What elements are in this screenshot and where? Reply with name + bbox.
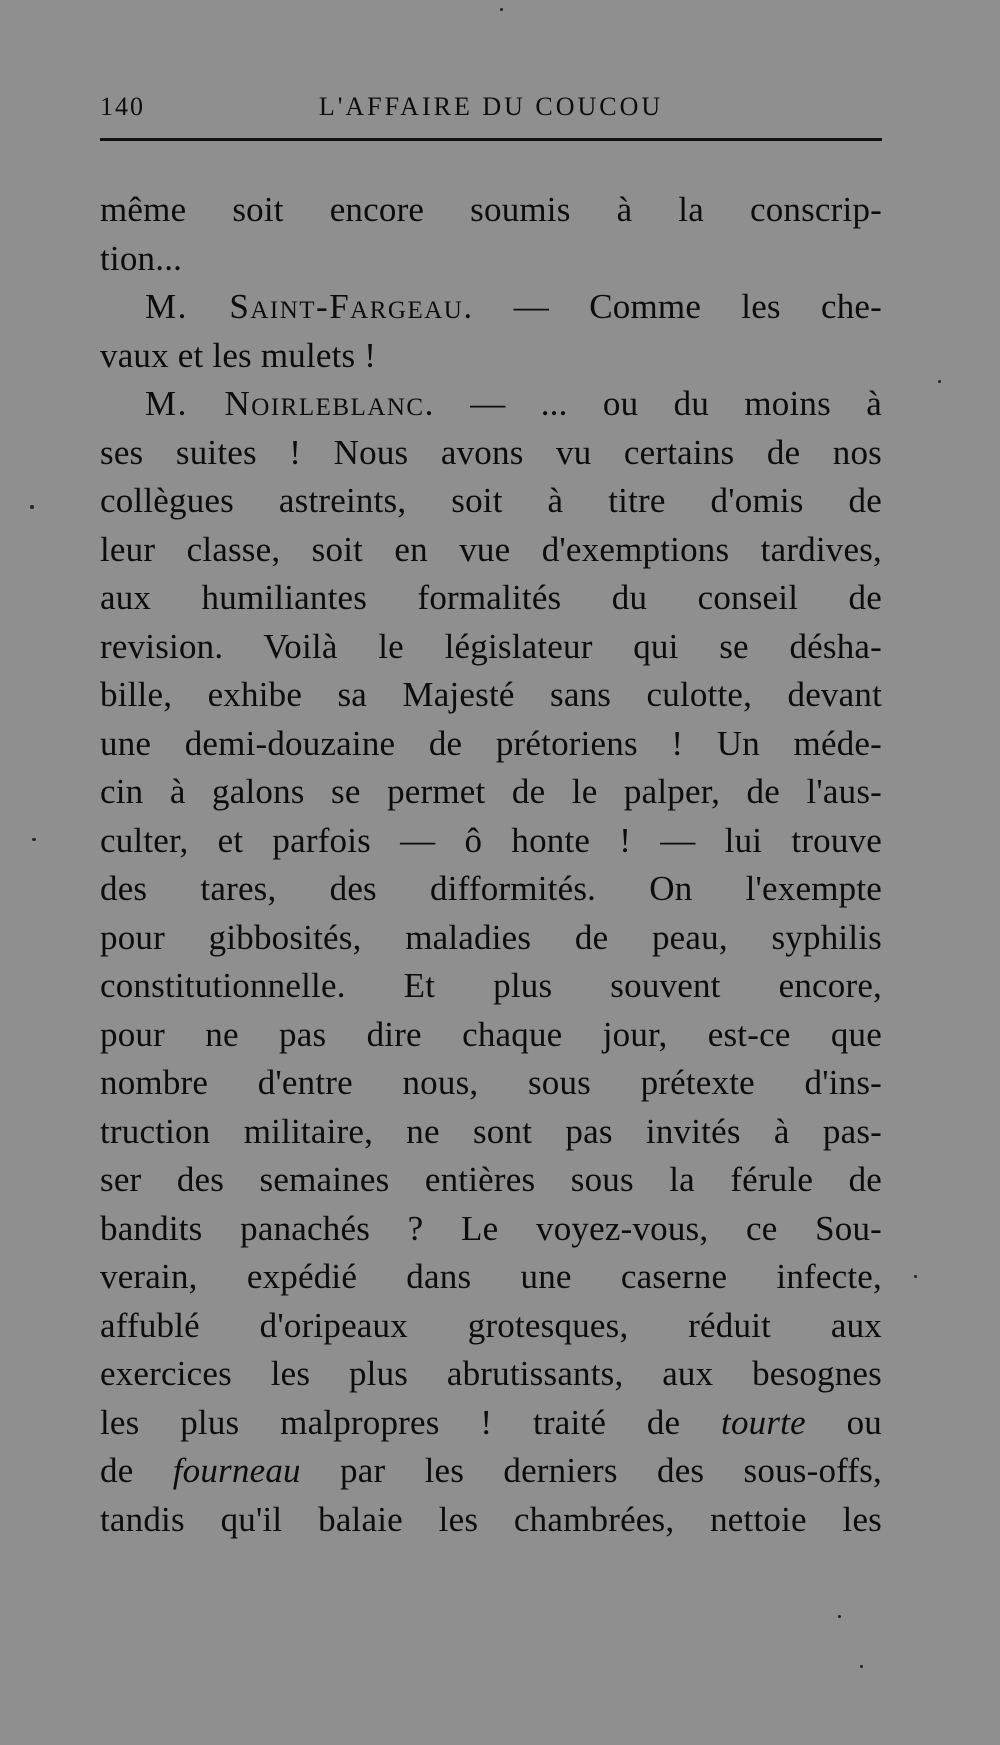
page-header [100, 92, 882, 130]
line-text: collègues astreints, soit à titre d'omis de [100, 481, 882, 520]
line-text: de [100, 1451, 173, 1490]
text-line [100, 914, 882, 963]
line-text: — Comme les che- [473, 287, 882, 326]
text-line [100, 865, 882, 914]
text-line [100, 962, 882, 1011]
speaker-name: M. Noirleblanc. [145, 384, 435, 423]
line-text: vaux et les mulets ! [100, 335, 377, 375]
text-line [100, 1350, 882, 1399]
text-line [100, 720, 882, 769]
line-text: même soit encore soumis à la conscrip- [100, 190, 882, 229]
line-text: — ... ou du moins à [434, 384, 882, 423]
line-text: nombre d'entre nous, sous prétexte d'ins- [100, 1063, 882, 1102]
text-line [100, 1205, 882, 1254]
text-line [100, 477, 882, 526]
speaker-name: M. Saint-Fargeau. [145, 287, 474, 326]
line-text-after: ou [805, 1402, 882, 1442]
running-title: L'AFFAIRE DU COUCOU [318, 92, 664, 121]
line-text: exercices les plus abrutissants, aux besognes [100, 1354, 882, 1393]
line-text: bandits panachés ? Le voyez-vous, ce Sou- [100, 1208, 882, 1248]
line-text: ses suites ! Nous avons vu certains de nos [100, 432, 882, 472]
line-text: leur classe, soit en vue d'exemptions tardives, [100, 529, 882, 569]
text-line [100, 1496, 882, 1545]
text-line [100, 235, 882, 284]
text-line [100, 1156, 882, 1205]
line-text: verain, expédié dans une caserne infecte, [100, 1257, 882, 1296]
text-line [100, 1059, 882, 1108]
line-text: bille, exhibe sa Majesté sans culotte, devant [100, 675, 882, 714]
text-line [100, 671, 882, 720]
text-line [100, 380, 882, 429]
text-line [100, 623, 882, 672]
line-text: les plus malpropres ! traité de [100, 1402, 722, 1442]
line-text: affublé d'oripeaux grotesques, réduit aux [100, 1305, 882, 1345]
text-line [100, 1399, 882, 1448]
header-rule [100, 138, 882, 141]
line-text-after: par les derniers des sous-offs, [300, 1451, 882, 1490]
text-line [100, 768, 882, 817]
text-line [100, 186, 882, 235]
line-text: truction militaire, ne sont pas invités à pas- [100, 1111, 882, 1151]
line-text: pour ne pas dire chaque jour, est-ce que [100, 1014, 882, 1054]
line-text: cin à galons se permet de le palper, de l'aus- [100, 772, 882, 811]
text-line [100, 1108, 882, 1157]
text-line [100, 1253, 882, 1302]
body-text [100, 186, 882, 1544]
line-text: une demi-douzaine de prétoriens ! Un méde- [100, 723, 882, 763]
line-text: pour gibbosités, maladies de peau, syphilis [100, 917, 882, 957]
page-number: 140 [100, 92, 145, 121]
text-line [100, 1011, 882, 1060]
line-text: culter, et parfois — ô honte ! — lui trouve [100, 820, 882, 860]
text-line [100, 1302, 882, 1351]
italic-word: fourneau [172, 1451, 301, 1490]
italic-word: tourte [721, 1402, 806, 1442]
line-text: ser des semaines entières sous la férule de [100, 1160, 882, 1199]
line-text: tion... [100, 238, 183, 278]
line-text: revision. Voilà le législateur qui se désha- [100, 626, 882, 666]
text-line [100, 332, 882, 381]
text-line [100, 574, 882, 623]
text-line [100, 817, 882, 866]
text-line [100, 526, 882, 575]
text-line [100, 1447, 882, 1496]
line-text: des tares, des difformités. On l'exempte [100, 869, 882, 908]
line-text: aux humiliantes formalités du conseil de [100, 578, 882, 617]
text-line [100, 283, 882, 332]
text-line [100, 429, 882, 478]
line-text: tandis qu'il balaie les chambrées, nettoie les [100, 1499, 882, 1539]
line-text: constitutionnelle. Et plus souvent encore, [100, 966, 882, 1005]
